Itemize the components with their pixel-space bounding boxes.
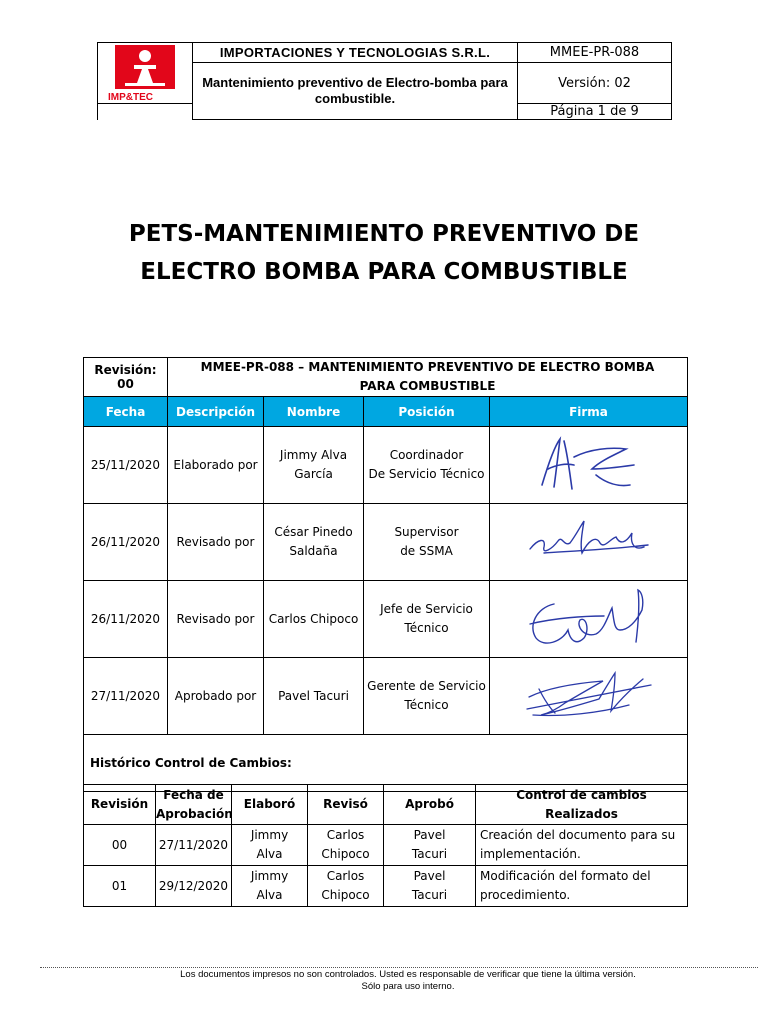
- approver-position-line-2: Técnico: [404, 621, 449, 635]
- reviewed-by-line-2: Chipoco: [321, 888, 370, 902]
- elaborated-by-line-1: Jimmy: [250, 828, 289, 842]
- revision-number: 00: [84, 825, 156, 866]
- approved-by-line-1: Pavel: [413, 869, 446, 883]
- approval-table-heading: MMEE-PR-088 – MANTENIMIENTO PREVENTIVO DE ELECTRO BOMBA PARA COMBUSTIBLE: [168, 358, 688, 397]
- approval-row: [84, 427, 688, 504]
- approved-by-line-2: Tacuri: [411, 847, 448, 861]
- page-title: [0, 215, 768, 291]
- approver-position: [364, 581, 490, 658]
- approver-position-line-1: Gerente de Servicio: [367, 679, 486, 693]
- signature-cell: [490, 581, 688, 658]
- approved-by-line-1: Pavel: [413, 828, 446, 842]
- change-control-table: [83, 784, 688, 907]
- signature-cell: [490, 504, 688, 581]
- approver-name-line-1: Jimmy Alva: [279, 448, 348, 462]
- approver-name: Pavel Tacuri: [264, 658, 364, 735]
- footer-divider: [40, 967, 758, 968]
- elaborated-by: [232, 866, 308, 907]
- approval-description: Elaborado por: [168, 427, 264, 504]
- column-header-reviso: Revisó: [308, 785, 384, 825]
- change-description-line-1: Modificación del formato del: [480, 869, 651, 883]
- column-header-aprobo: Aprobó: [384, 785, 476, 825]
- reviewed-by: [308, 866, 384, 907]
- approval-date: 27/11/2020: [156, 825, 232, 866]
- approver-position: [364, 504, 490, 581]
- change-description: [476, 866, 688, 907]
- document-code: MMEE-PR-088: [518, 43, 672, 63]
- approver-position-line-1: Supervisor: [394, 525, 459, 539]
- approved-by-line-2: Tacuri: [411, 888, 448, 902]
- footer-internal-use: Sólo para uso interno.: [361, 981, 455, 992]
- signature-image: [519, 669, 659, 723]
- change-description-line-2: implementación.: [480, 847, 581, 861]
- elaborated-by-line-2: Alva: [256, 888, 283, 902]
- column-header-revision: Revisión: [84, 785, 156, 825]
- change-description-line-2: procedimiento.: [480, 888, 571, 902]
- approver-position-line-1: Coordinador: [389, 448, 464, 462]
- change-description-line-1: Creación del documento para su: [480, 828, 676, 842]
- column-header-elaboro: Elaboró: [232, 785, 308, 825]
- approval-date: 29/12/2020: [156, 866, 232, 907]
- table-row: [84, 866, 688, 907]
- change-description: [476, 825, 688, 866]
- column-header-nombre: Nombre: [264, 397, 364, 427]
- document-version: Versión: 02: [518, 63, 672, 104]
- approval-table: [83, 357, 688, 792]
- table-row: [84, 825, 688, 866]
- column-header-fecha: Fecha: [84, 397, 168, 427]
- approver-position-line-1: Jefe de Servicio: [380, 602, 473, 616]
- approver-name-line-1: César Pinedo: [274, 525, 353, 539]
- elaborated-by: [232, 825, 308, 866]
- reviewed-by: [308, 825, 384, 866]
- document-subject: Mantenimiento preventivo de Electro-bomba para combustible.: [193, 63, 518, 120]
- column-header-firma: Firma: [490, 397, 688, 427]
- revision-number: 01: [84, 866, 156, 907]
- column-header-control-cambios: Control de cambios Realizados: [476, 785, 688, 825]
- revision-label: Revisión: 00: [84, 358, 168, 397]
- approval-row: [84, 581, 688, 658]
- approver-position: [364, 427, 490, 504]
- company-logo: [98, 43, 193, 104]
- approved-by: [384, 825, 476, 866]
- approval-date: 25/11/2020: [84, 427, 168, 504]
- logo-text: IMP&TEC: [108, 92, 153, 103]
- footer-disclaimer: Los documentos impresos no son controlados. Usted es responsable de verificar que tiene la última versión.: [180, 969, 636, 980]
- approver-position-line-2: De Servicio Técnico: [368, 467, 485, 481]
- approval-description: Revisado por: [168, 581, 264, 658]
- page-number: Página 1 de 9: [518, 104, 672, 120]
- approval-table-header: [84, 397, 688, 427]
- column-header-fecha-aprobacion: Fecha de Aprobación: [156, 785, 232, 825]
- imptec-logo-icon: [109, 43, 181, 93]
- change-history-label: Histórico Control de Cambios:: [84, 735, 688, 792]
- page-title-line-1: PETS-MANTENIMIENTO PREVENTIVO DE: [128, 221, 640, 247]
- approver-name-line-2: Saldaña: [289, 544, 338, 558]
- page-footer: [0, 969, 768, 993]
- approval-date: 27/11/2020: [84, 658, 168, 735]
- approved-by: [384, 866, 476, 907]
- column-header-posicion: Posición: [364, 397, 490, 427]
- approver-name: Carlos Chipoco: [264, 581, 364, 658]
- company-name: IMPORTACIONES Y TECNOLOGIAS S.R.L.: [193, 43, 518, 63]
- signature-cell: [490, 427, 688, 504]
- approver-name-line-2: García: [294, 467, 333, 481]
- column-header-descripcion: Descripción: [168, 397, 264, 427]
- approval-row: [84, 658, 688, 735]
- approver-name: [264, 504, 364, 581]
- approval-description: Aprobado por: [168, 658, 264, 735]
- change-control-header: [84, 785, 688, 825]
- approver-name: [264, 427, 364, 504]
- elaborated-by-line-1: Jimmy: [250, 869, 289, 883]
- elaborated-by-line-2: Alva: [256, 847, 283, 861]
- signature-image: [524, 586, 654, 652]
- document-header: [97, 42, 672, 120]
- approval-date: 26/11/2020: [84, 504, 168, 581]
- approver-position-line-2: de SSMA: [400, 544, 453, 558]
- page-title-line-2: ELECTRO BOMBA PARA COMBUSTIBLE: [140, 259, 628, 285]
- signature-image: [534, 435, 644, 495]
- reviewed-by-line-1: Carlos: [326, 869, 365, 883]
- approval-row: [84, 504, 688, 581]
- approval-date: 26/11/2020: [84, 581, 168, 658]
- approval-description: Revisado por: [168, 504, 264, 581]
- approver-position: [364, 658, 490, 735]
- reviewed-by-line-1: Carlos: [326, 828, 365, 842]
- approver-position-line-2: Técnico: [404, 698, 449, 712]
- signature-cell: [490, 658, 688, 735]
- signature-image: [524, 517, 654, 567]
- reviewed-by-line-2: Chipoco: [321, 847, 370, 861]
